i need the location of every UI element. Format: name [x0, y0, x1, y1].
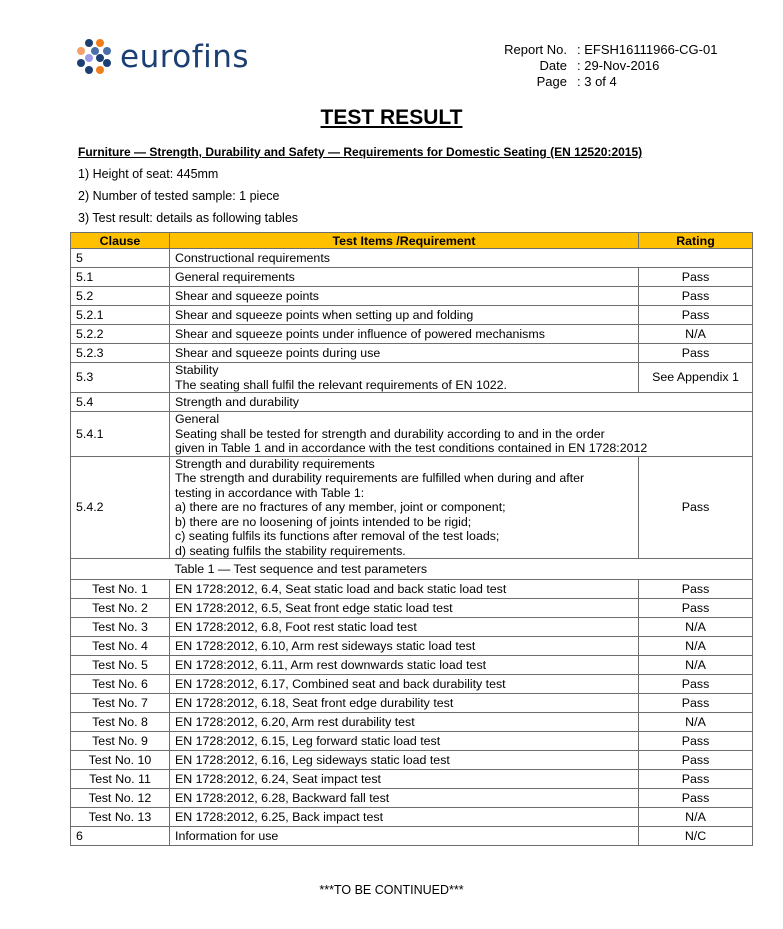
requirement-line: a) there are no fractures of any member, joint or component; [175, 500, 506, 514]
test-item-cell: EN 1728:2012, 6.18, Seat front edge durability test [170, 694, 639, 713]
test-row [71, 656, 753, 675]
rating-cell: N/A [639, 656, 753, 675]
rating-cell: Pass [639, 694, 753, 713]
test-row [71, 599, 753, 618]
requirement-line: c) seating fulfils its functions after removal of the test loads; [175, 529, 500, 543]
requirement-cell: Information for use [170, 827, 639, 846]
test-number-cell: Test No. 10 [71, 751, 170, 770]
table-header-row [71, 233, 753, 249]
column-header-rating: Rating [639, 233, 753, 249]
clause-cell: 5.2.3 [71, 344, 170, 363]
table-row [71, 287, 753, 306]
test-row [71, 789, 753, 808]
test-item-cell: EN 1728:2012, 6.17, Combined seat and back durability test [170, 675, 639, 694]
clause-cell: 5.4.1 [71, 412, 170, 457]
requirement-cell [170, 412, 753, 457]
clause-cell: 6 [71, 827, 170, 846]
column-header-clause: Clause [71, 233, 170, 249]
column-header-requirement: Test Items /Requirement [170, 233, 639, 249]
table-row [71, 249, 753, 268]
test-number-cell: Test No. 11 [71, 770, 170, 789]
clause-cell: 5.3 [71, 363, 170, 393]
table-row [71, 827, 753, 846]
test-item-cell: EN 1728:2012, 6.28, Backward fall test [170, 789, 639, 808]
test-number-cell: Test No. 12 [71, 789, 170, 808]
clause-cell: 5.2 [71, 287, 170, 306]
report-meta [480, 42, 717, 90]
table-row [71, 456, 753, 559]
test-row [71, 618, 753, 637]
requirement-line: given in Table 1 and in accordance with the test conditions contained in EN 1728:2012 [175, 441, 648, 455]
rating-cell: Pass [639, 751, 753, 770]
requirement-line: b) there are no loosening of joints intended to be rigid; [175, 514, 472, 529]
rating-cell: Pass [639, 675, 753, 694]
requirement-line: General [175, 412, 220, 426]
continued-note: ***TO BE CONTINUED*** [319, 883, 464, 897]
report-no-value: : EFSH16111966-CG-01 [577, 42, 718, 57]
test-number-cell: Test No. 4 [71, 637, 170, 656]
test-row [71, 770, 753, 789]
test-item-cell: EN 1728:2012, 6.10, Arm rest sideways static load test [170, 637, 639, 656]
test-item-cell: EN 1728:2012, 6.15, Leg forward static load test [170, 732, 639, 751]
requirement-line: Stability [175, 363, 219, 377]
table-row [71, 268, 753, 287]
test-item-cell: EN 1728:2012, 6.11, Arm rest downwards static load test [170, 656, 639, 675]
requirement-line: Strength and durability requirements [175, 456, 375, 471]
clause-cell: 5 [71, 249, 170, 268]
rating-cell: Pass [639, 287, 753, 306]
rating-cell: N/C [639, 827, 753, 846]
rating-cell: See Appendix 1 [639, 363, 753, 393]
date-row [480, 58, 717, 74]
clause-cell: 5.2.2 [71, 325, 170, 344]
page-label: Page [536, 74, 567, 89]
test-row [71, 580, 753, 599]
report-no-row [480, 42, 717, 58]
clause-cell: 5.4.2 [71, 456, 170, 559]
subtable-caption-row [71, 559, 753, 580]
requirement-line: d) seating fulfils the stability requirements. [175, 543, 406, 558]
test-item-cell: EN 1728:2012, 6.5, Seat front edge static load test [170, 599, 639, 618]
rating-cell: Pass [639, 732, 753, 751]
rating-cell: N/A [639, 713, 753, 732]
rating-cell: Pass [639, 268, 753, 287]
rating-cell: N/A [639, 637, 753, 656]
logo-wordmark: eurofins [120, 38, 250, 75]
table-row [71, 363, 753, 393]
rating-cell: Pass [639, 580, 753, 599]
test-row [71, 675, 753, 694]
test-item-cell: EN 1728:2012, 6.4, Seat static load and back static load test [170, 580, 639, 599]
test-row [71, 713, 753, 732]
page-title: TEST RESULT [320, 106, 463, 129]
test-row [71, 694, 753, 713]
eurofins-dots-icon [76, 38, 114, 76]
requirement-cell: Shear and squeeze points under influence of powered mechanisms [170, 325, 639, 344]
report-no-label: Report No. [504, 42, 567, 57]
requirement-line: testing in accordance with Table 1: [175, 485, 365, 500]
date-label: Date [539, 58, 567, 73]
standard-subtitle: Furniture — Strength, Durability and Safety — Requirements for Domestic Seating (EN 12520:2015) [78, 145, 643, 159]
test-number-cell: Test No. 7 [71, 694, 170, 713]
requirement-cell: Shear and squeeze points when setting up and folding [170, 306, 639, 325]
table-row [71, 344, 753, 363]
info-sample-count: 2) Number of tested sample: 1 piece [78, 189, 280, 203]
test-row [71, 637, 753, 656]
requirement-cell: Strength and durability [170, 393, 753, 412]
requirement-cell: Shear and squeeze points [170, 287, 639, 306]
test-item-cell: EN 1728:2012, 6.8, Foot rest static load test [170, 618, 639, 637]
clause-cell: 5.4 [71, 393, 170, 412]
requirement-line: Seating shall be tested for strength and durability according to and in the order [175, 426, 605, 441]
requirement-cell: General requirements [170, 268, 639, 287]
test-row [71, 808, 753, 827]
test-number-cell: Test No. 5 [71, 656, 170, 675]
rating-cell: N/A [639, 808, 753, 827]
test-number-cell: Test No. 6 [71, 675, 170, 694]
page-value: : 3 of 4 [577, 74, 617, 89]
date-value: : 29-Nov-2016 [577, 58, 660, 73]
test-item-cell: EN 1728:2012, 6.20, Arm rest durability test [170, 713, 639, 732]
requirement-cell [170, 456, 639, 559]
results-table [70, 232, 753, 846]
test-number-cell: Test No. 9 [71, 732, 170, 751]
table-row [71, 325, 753, 344]
test-item-cell: EN 1728:2012, 6.24, Seat impact test [170, 770, 639, 789]
requirement-cell [170, 363, 639, 393]
rating-cell: Pass [639, 306, 753, 325]
test-number-cell: Test No. 1 [71, 580, 170, 599]
requirement-line: The seating shall fulfil the relevant requirements of EN 1022. [175, 377, 507, 392]
clause-cell: 5.1 [71, 268, 170, 287]
subtable-caption: Table 1 — Test sequence and test parameters [170, 559, 753, 580]
test-item-cell: EN 1728:2012, 6.25, Back impact test [170, 808, 639, 827]
table-row [71, 306, 753, 325]
eurofins-logo [76, 38, 249, 76]
test-number-cell: Test No. 3 [71, 618, 170, 637]
table-row [71, 393, 753, 412]
table-row [71, 412, 753, 457]
rating-cell: Pass [639, 770, 753, 789]
clause-cell [71, 559, 170, 580]
page-row [480, 74, 717, 90]
test-number-cell: Test No. 2 [71, 599, 170, 618]
test-item-cell: EN 1728:2012, 6.16, Leg sideways static load test [170, 751, 639, 770]
info-test-result: 3) Test result: details as following tables [78, 211, 299, 225]
rating-cell: N/A [639, 618, 753, 637]
test-number-cell: Test No. 8 [71, 713, 170, 732]
test-row [71, 751, 753, 770]
test-number-cell: Test No. 13 [71, 808, 170, 827]
rating-cell: Pass [639, 789, 753, 808]
info-seat-height: 1) Height of seat: 445mm [78, 167, 219, 181]
rating-cell: Pass [639, 456, 753, 559]
rating-cell: N/A [639, 325, 753, 344]
requirement-cell: Shear and squeeze points during use [170, 344, 639, 363]
requirement-cell: Constructional requirements [170, 249, 753, 268]
rating-cell: Pass [639, 344, 753, 363]
test-row [71, 732, 753, 751]
rating-cell: Pass [639, 599, 753, 618]
clause-cell: 5.2.1 [71, 306, 170, 325]
requirement-line: The strength and durability requirements are fulfilled when during and after [175, 471, 585, 485]
